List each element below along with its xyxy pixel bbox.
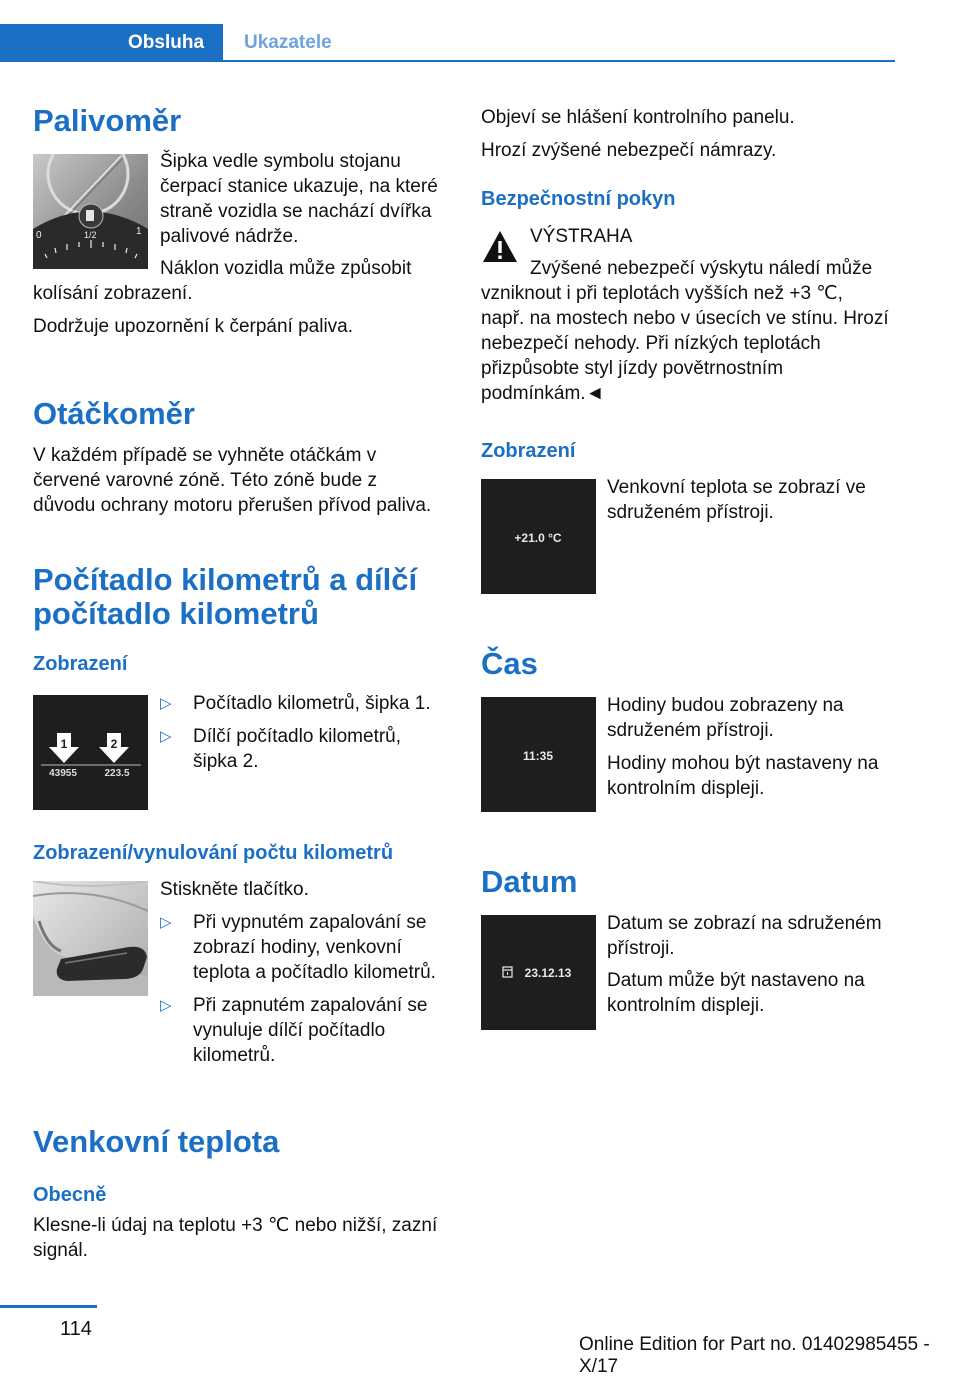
odometer-value: 43955 xyxy=(49,768,77,779)
date-paragraph-1: Datum se zobrazí na sdruženém přístroji. xyxy=(607,913,882,959)
date-display-image xyxy=(481,915,596,1030)
rpm-paragraph: V každém případě se vyhněte otáčkám v červené varovné zóně. Této zóně bude z důvodu ochrany motoru přerušen přívod paliva. xyxy=(33,445,432,516)
heading-outside-temperature: Venkovní teplota xyxy=(33,1124,280,1159)
date-paragraph-2: Datum může být nastaveno na kontrolním displeji. xyxy=(607,970,865,1016)
press-button-text: Stiskněte tlačítko. xyxy=(160,879,309,900)
temperature-display-image xyxy=(481,479,596,594)
time-value: 11:35 xyxy=(522,749,554,763)
heading-odometer-display: Zobrazení xyxy=(33,653,128,675)
temperature-value: +21.0 °C xyxy=(514,531,562,545)
fuel-paragraph-1: Šipka vedle symbolu stojanu čerpací stanice ukazuje, na které straně vozidla se nachází dvířka palivové nádrže. xyxy=(160,151,438,247)
time-paragraph-1: Hodiny budou zobrazeny na sdruženém přístroji. xyxy=(607,695,844,741)
svg-text:1: 1 xyxy=(60,737,68,751)
warning-label: VÝSTRAHA xyxy=(530,226,633,247)
header-tabs xyxy=(0,24,895,62)
date-value: 23.12.13 xyxy=(524,966,572,980)
gauge-label-full: 1 xyxy=(136,226,142,237)
svg-text:2: 2 xyxy=(110,737,118,751)
temp-display-paragraph: Venkovní teplota se zobrazí ve sdruženém přístroji. xyxy=(607,477,866,523)
bullet-triangle-icon: ▷ xyxy=(160,728,172,745)
tab-ukazatele[interactable]: Ukazatele xyxy=(244,32,332,53)
tab-obsluha[interactable]: Obsluha xyxy=(0,24,223,62)
reset-button-image xyxy=(33,881,148,996)
fuel-paragraph-3: Dodržuje upozornění k čerpání paliva. xyxy=(33,316,354,337)
heading-odometer: Počítadlo kilometrů a dílčí počítadlo kilometrů xyxy=(33,562,418,631)
heading-tachometer: Otáčkoměr xyxy=(33,396,195,431)
right-paragraph-2: Hrozí zvýšené nebezpečí námrazy. xyxy=(481,140,777,161)
bullet-triangle-icon: ▷ xyxy=(160,997,172,1014)
heading-safety-note: Bezpečnostní pokyn xyxy=(481,188,676,210)
right-paragraph-1: Objeví se hlášení kontrolního panelu. xyxy=(481,107,795,128)
fuel-paragraph-2: Náklon vozidla může způsobit kolísání zobrazení. xyxy=(33,258,412,304)
gauge-label-empty: 0 xyxy=(36,230,42,241)
heading-date: Datum xyxy=(481,864,578,899)
heading-general: Obecně xyxy=(33,1184,107,1206)
outside-temp-paragraph: Klesne-li údaj na teplotu +3 ℃ nebo nižší, zazní signál. xyxy=(33,1215,438,1261)
page-number: 114 xyxy=(60,1318,92,1340)
tab-underline xyxy=(223,60,895,62)
odometer-display-image xyxy=(33,695,148,810)
bullet-triangle-icon: ▷ xyxy=(160,695,172,712)
footer-rule xyxy=(0,1305,97,1308)
time-display-image xyxy=(481,697,596,812)
heading-odometer-reset: Zobrazení/vynulování počtu kilometrů xyxy=(33,842,394,864)
trip-value: 223.5 xyxy=(104,768,130,779)
warning-text: Zvýšené nebezpečí výskytu náledí může vzniknout i při teplotách vyšších než +3 ℃, např. na mostech nebo v úsecích ve stínu. Hrozí nebezpečí nehody. Při nízkých teplotách přizpůsobte styl jízdy povětrnostním podmínkám.◄ xyxy=(481,258,889,404)
heading-temp-display: Zobrazení xyxy=(481,440,576,462)
heading-time: Čas xyxy=(481,646,538,681)
fuel-gauge-image xyxy=(33,154,148,269)
footer-edition: Online Edition for Part no. 01402985455 - X/17 xyxy=(579,1334,930,1377)
time-paragraph-2: Hodiny mohou být nastaveny na kontrolním displeji. xyxy=(607,753,879,799)
bullet-triangle-icon: ▷ xyxy=(160,914,172,931)
heading-fuel-gauge: Palivoměr xyxy=(33,103,182,138)
gauge-label-half: 1/2 xyxy=(84,230,97,240)
